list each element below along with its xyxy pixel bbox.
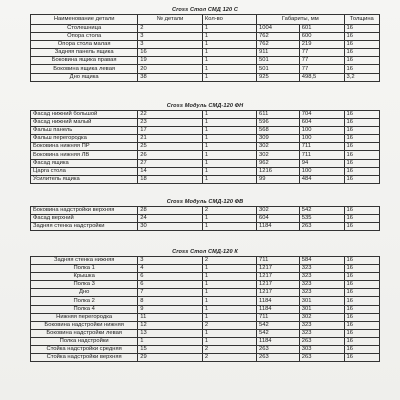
thickness-cell: 16 bbox=[344, 265, 379, 273]
width-cell: 596 bbox=[257, 119, 300, 127]
thickness-cell: 16 bbox=[344, 65, 379, 73]
quantity-cell: 1 bbox=[202, 159, 256, 167]
part-name-cell: Полка 1 bbox=[31, 265, 138, 273]
section-table-k bbox=[30, 248, 380, 362]
part-number-cell: 13 bbox=[138, 329, 203, 337]
part-name-cell: Стойка надстройки средняя bbox=[31, 346, 138, 354]
height-cell: 535 bbox=[299, 215, 344, 223]
table-row bbox=[31, 135, 380, 143]
width-cell: 911 bbox=[257, 49, 300, 57]
table-row bbox=[31, 111, 380, 119]
thickness-cell: 16 bbox=[344, 135, 379, 143]
part-number-cell: 17 bbox=[138, 127, 203, 135]
thickness-cell: 16 bbox=[344, 119, 379, 127]
table-row bbox=[31, 119, 380, 127]
thickness-cell: 16 bbox=[344, 127, 379, 135]
table-row bbox=[31, 143, 380, 151]
part-name-cell: Боковина ящика левая bbox=[31, 65, 138, 73]
thickness-cell: 16 bbox=[344, 33, 379, 41]
quantity-cell: 2 bbox=[202, 257, 256, 265]
height-cell: 323 bbox=[299, 329, 344, 337]
width-cell: 1184 bbox=[257, 337, 300, 345]
quantity-cell: 1 bbox=[202, 33, 256, 41]
part-name-cell: Фасад нижний малый bbox=[31, 119, 138, 127]
width-cell: 1217 bbox=[257, 289, 300, 297]
part-number-cell: 18 bbox=[138, 175, 203, 183]
quantity-cell: 1 bbox=[202, 151, 256, 159]
table-header-row bbox=[31, 15, 380, 25]
part-name-cell: Боковина надстройки верхняя bbox=[31, 207, 138, 215]
table-row bbox=[31, 313, 380, 321]
part-number-cell: 8 bbox=[138, 297, 203, 305]
part-number-cell: 26 bbox=[138, 151, 203, 159]
col-header-part-number: № детали bbox=[138, 15, 203, 25]
section-title: Cross Стол СМД-120 К bbox=[172, 249, 238, 255]
part-name-cell: Фальш перегородка bbox=[31, 135, 138, 143]
table-row bbox=[31, 321, 380, 329]
quantity-cell: 1 bbox=[202, 175, 256, 183]
table-row bbox=[31, 223, 380, 231]
part-name-cell: Стойка надстройки верхняя bbox=[31, 354, 138, 362]
width-cell: 302 bbox=[257, 143, 300, 151]
part-number-cell: 19 bbox=[138, 57, 203, 65]
quantity-cell: 1 bbox=[202, 337, 256, 345]
quantity-cell: 1 bbox=[202, 41, 256, 49]
table-row bbox=[31, 151, 380, 159]
part-name-cell: Полка надстройки bbox=[31, 337, 138, 345]
quantity-cell: 1 bbox=[202, 135, 256, 143]
thickness-cell: 16 bbox=[344, 207, 379, 215]
thickness-cell: 16 bbox=[344, 329, 379, 337]
part-number-cell: 4 bbox=[138, 265, 203, 273]
table-row bbox=[31, 65, 380, 73]
width-cell: 604 bbox=[257, 215, 300, 223]
table-row bbox=[31, 33, 380, 41]
part-name-cell: Задняя стенка нижняя bbox=[31, 257, 138, 265]
table-row bbox=[31, 25, 380, 33]
part-name-cell: Опора стола bbox=[31, 33, 138, 41]
thickness-cell: 16 bbox=[344, 257, 379, 265]
part-number-cell: 9 bbox=[138, 305, 203, 313]
parts-table bbox=[30, 206, 380, 231]
width-cell: 501 bbox=[257, 65, 300, 73]
height-cell: 77 bbox=[299, 65, 344, 73]
quantity-cell: 1 bbox=[202, 281, 256, 289]
thickness-cell: 16 bbox=[344, 223, 379, 231]
width-cell: 302 bbox=[257, 207, 300, 215]
part-name-cell: Царга стола bbox=[31, 167, 138, 175]
parts-table bbox=[30, 110, 380, 184]
height-cell: 323 bbox=[299, 273, 344, 281]
thickness-cell: 16 bbox=[344, 57, 379, 65]
part-name-cell: Боковина нижняя ПР bbox=[31, 143, 138, 151]
part-number-cell: 1 bbox=[138, 337, 203, 345]
quantity-cell: 2 bbox=[202, 321, 256, 329]
table-row bbox=[31, 281, 380, 289]
height-cell: 263 bbox=[299, 337, 344, 345]
table-row bbox=[31, 167, 380, 175]
table-row bbox=[31, 57, 380, 65]
height-cell: 77 bbox=[299, 57, 344, 65]
col-header-dimensions: Габариты, мм bbox=[257, 15, 345, 25]
part-number-cell: 3 bbox=[138, 33, 203, 41]
thickness-cell: 16 bbox=[344, 337, 379, 345]
height-cell: 498,5 bbox=[299, 73, 344, 81]
height-cell: 711 bbox=[299, 151, 344, 159]
col-header-quantity: Кол-во bbox=[202, 15, 256, 25]
table-row bbox=[31, 346, 380, 354]
width-cell: 762 bbox=[257, 33, 300, 41]
section-module-fn bbox=[30, 102, 380, 184]
width-cell: 501 bbox=[257, 57, 300, 65]
table-row bbox=[31, 215, 380, 223]
width-cell: 568 bbox=[257, 127, 300, 135]
height-cell: 542 bbox=[299, 207, 344, 215]
table-row bbox=[31, 273, 380, 281]
part-name-cell: Дно bbox=[31, 289, 138, 297]
part-name-cell: Боковина надстройки левая bbox=[31, 329, 138, 337]
part-name-cell: Крышка bbox=[31, 273, 138, 281]
thickness-cell: 16 bbox=[344, 305, 379, 313]
part-name-cell: Боковина ящика правая bbox=[31, 57, 138, 65]
width-cell: 1217 bbox=[257, 281, 300, 289]
thickness-cell: 16 bbox=[344, 41, 379, 49]
thickness-cell: 16 bbox=[344, 49, 379, 57]
thickness-cell: 16 bbox=[344, 175, 379, 183]
width-cell: 1004 bbox=[257, 25, 300, 33]
quantity-cell: 1 bbox=[202, 313, 256, 321]
part-number-cell: 23 bbox=[138, 119, 203, 127]
part-number-cell: 21 bbox=[138, 135, 203, 143]
part-number-cell: 38 bbox=[138, 73, 203, 81]
thickness-cell: 3,2 bbox=[344, 73, 379, 81]
part-name-cell: Фасад нижний большой bbox=[31, 111, 138, 119]
width-cell: 263 bbox=[257, 346, 300, 354]
width-cell: 711 bbox=[257, 313, 300, 321]
parts-table bbox=[30, 256, 380, 362]
width-cell: 1216 bbox=[257, 167, 300, 175]
part-number-cell: 3 bbox=[138, 257, 203, 265]
part-name-cell: Задняя стенка надстройки bbox=[31, 223, 138, 231]
part-number-cell: 16 bbox=[138, 49, 203, 57]
thickness-cell: 16 bbox=[344, 346, 379, 354]
table-row bbox=[31, 127, 380, 135]
height-cell: 301 bbox=[299, 297, 344, 305]
section-table-smd120c bbox=[30, 6, 380, 82]
width-cell: 309 bbox=[257, 135, 300, 143]
part-number-cell: 27 bbox=[138, 159, 203, 167]
height-cell: 601 bbox=[299, 25, 344, 33]
width-cell: 1184 bbox=[257, 297, 300, 305]
quantity-cell: 2 bbox=[202, 346, 256, 354]
quantity-cell: 1 bbox=[202, 73, 256, 81]
height-cell: 219 bbox=[299, 41, 344, 49]
height-cell: 100 bbox=[299, 167, 344, 175]
height-cell: 263 bbox=[299, 223, 344, 231]
table-row bbox=[31, 265, 380, 273]
part-name-cell: Опора стола малая bbox=[31, 41, 138, 49]
part-number-cell: 14 bbox=[138, 167, 203, 175]
thickness-cell: 16 bbox=[344, 111, 379, 119]
quantity-cell: 1 bbox=[202, 49, 256, 57]
width-cell: 925 bbox=[257, 73, 300, 81]
quantity-cell: 1 bbox=[202, 215, 256, 223]
part-name-cell: Столешница bbox=[31, 25, 138, 33]
table-row bbox=[31, 257, 380, 265]
height-cell: 323 bbox=[299, 321, 344, 329]
height-cell: 263 bbox=[299, 354, 344, 362]
col-header-name: Наименование детали bbox=[31, 15, 138, 25]
height-cell: 711 bbox=[299, 143, 344, 151]
quantity-cell: 2 bbox=[202, 354, 256, 362]
part-number-cell: 11 bbox=[138, 313, 203, 321]
table-row bbox=[31, 207, 380, 215]
part-name-cell: Полка 4 bbox=[31, 305, 138, 313]
height-cell: 323 bbox=[299, 265, 344, 273]
part-name-cell: Задняя панель ящика bbox=[31, 49, 138, 57]
thickness-cell: 16 bbox=[344, 215, 379, 223]
width-cell: 263 bbox=[257, 354, 300, 362]
table-row bbox=[31, 175, 380, 183]
thickness-cell: 16 bbox=[344, 321, 379, 329]
part-name-cell: Усилитель ящика bbox=[31, 175, 138, 183]
section-title: Cross Модуль СМД-120 ФВ bbox=[166, 199, 244, 205]
table-row bbox=[31, 49, 380, 57]
quantity-cell: 1 bbox=[202, 223, 256, 231]
thickness-cell: 16 bbox=[344, 143, 379, 151]
thickness-cell: 16 bbox=[344, 151, 379, 159]
part-number-cell: 29 bbox=[138, 354, 203, 362]
quantity-cell: 1 bbox=[202, 297, 256, 305]
width-cell: 1217 bbox=[257, 273, 300, 281]
width-cell: 99 bbox=[257, 175, 300, 183]
quantity-cell: 1 bbox=[202, 65, 256, 73]
quantity-cell: 1 bbox=[202, 329, 256, 337]
width-cell: 302 bbox=[257, 151, 300, 159]
table-row bbox=[31, 159, 380, 167]
quantity-cell: 1 bbox=[202, 167, 256, 175]
thickness-cell: 16 bbox=[344, 289, 379, 297]
table-row bbox=[31, 305, 380, 313]
part-number-cell: 6 bbox=[138, 281, 203, 289]
part-name-cell: Нижняя перегородка bbox=[31, 313, 138, 321]
width-cell: 711 bbox=[257, 257, 300, 265]
table-row bbox=[31, 354, 380, 362]
thickness-cell: 16 bbox=[344, 354, 379, 362]
height-cell: 704 bbox=[299, 111, 344, 119]
section-module-fv bbox=[30, 198, 380, 231]
height-cell: 94 bbox=[299, 159, 344, 167]
table-row bbox=[31, 41, 380, 49]
height-cell: 584 bbox=[299, 257, 344, 265]
quantity-cell: 1 bbox=[202, 127, 256, 135]
quantity-cell: 1 bbox=[202, 265, 256, 273]
part-name-cell: Фальш панель bbox=[31, 127, 138, 135]
width-cell: 542 bbox=[257, 329, 300, 337]
part-name-cell: Фасад верхний bbox=[31, 215, 138, 223]
thickness-cell: 16 bbox=[344, 273, 379, 281]
parts-table bbox=[30, 14, 380, 82]
height-cell: 600 bbox=[299, 33, 344, 41]
thickness-cell: 16 bbox=[344, 313, 379, 321]
part-number-cell: 3 bbox=[138, 41, 203, 49]
part-name-cell: Полка 2 bbox=[31, 297, 138, 305]
thickness-cell: 16 bbox=[344, 281, 379, 289]
part-number-cell: 2 bbox=[138, 25, 203, 33]
width-cell: 1184 bbox=[257, 223, 300, 231]
height-cell: 77 bbox=[299, 49, 344, 57]
quantity-cell: 1 bbox=[202, 143, 256, 151]
part-number-cell: 28 bbox=[138, 207, 203, 215]
quantity-cell: 1 bbox=[202, 119, 256, 127]
part-name-cell: Дно ящика bbox=[31, 73, 138, 81]
height-cell: 302 bbox=[299, 313, 344, 321]
quantity-cell: 1 bbox=[202, 25, 256, 33]
quantity-cell: 1 bbox=[202, 111, 256, 119]
part-number-cell: 15 bbox=[138, 346, 203, 354]
height-cell: 323 bbox=[299, 289, 344, 297]
part-number-cell: 24 bbox=[138, 215, 203, 223]
height-cell: 484 bbox=[299, 175, 344, 183]
table-row bbox=[31, 337, 380, 345]
col-header-thickness: Толщина bbox=[344, 15, 379, 25]
part-number-cell: 25 bbox=[138, 143, 203, 151]
part-number-cell: 6 bbox=[138, 273, 203, 281]
part-name-cell: Фасад ящика bbox=[31, 159, 138, 167]
height-cell: 301 bbox=[299, 305, 344, 313]
quantity-cell: 1 bbox=[202, 289, 256, 297]
width-cell: 611 bbox=[257, 111, 300, 119]
section-title: Cross Стол СМД 120 С bbox=[171, 7, 239, 13]
part-number-cell: 22 bbox=[138, 111, 203, 119]
width-cell: 762 bbox=[257, 41, 300, 49]
section-title: Cross Модуль СМД-120 ФН bbox=[166, 103, 244, 109]
table-row bbox=[31, 73, 380, 81]
quantity-cell: 2 bbox=[202, 207, 256, 215]
part-number-cell: 30 bbox=[138, 223, 203, 231]
width-cell: 962 bbox=[257, 159, 300, 167]
thickness-cell: 16 bbox=[344, 159, 379, 167]
height-cell: 100 bbox=[299, 127, 344, 135]
table-row bbox=[31, 289, 380, 297]
thickness-cell: 16 bbox=[344, 167, 379, 175]
part-name-cell: Боковина нижняя ЛВ bbox=[31, 151, 138, 159]
width-cell: 1217 bbox=[257, 265, 300, 273]
height-cell: 100 bbox=[299, 135, 344, 143]
height-cell: 323 bbox=[299, 281, 344, 289]
thickness-cell: 16 bbox=[344, 25, 379, 33]
table-row bbox=[31, 329, 380, 337]
width-cell: 542 bbox=[257, 321, 300, 329]
quantity-cell: 1 bbox=[202, 305, 256, 313]
part-number-cell: 12 bbox=[138, 321, 203, 329]
part-number-cell: 20 bbox=[138, 65, 203, 73]
table-row bbox=[31, 297, 380, 305]
height-cell: 604 bbox=[299, 119, 344, 127]
part-name-cell: Боковина надстройки нижняя bbox=[31, 321, 138, 329]
part-number-cell: 7 bbox=[138, 289, 203, 297]
quantity-cell: 1 bbox=[202, 273, 256, 281]
part-name-cell: Полка 3 bbox=[31, 281, 138, 289]
width-cell: 1184 bbox=[257, 305, 300, 313]
thickness-cell: 16 bbox=[344, 297, 379, 305]
quantity-cell: 1 bbox=[202, 57, 256, 65]
height-cell: 303 bbox=[299, 346, 344, 354]
